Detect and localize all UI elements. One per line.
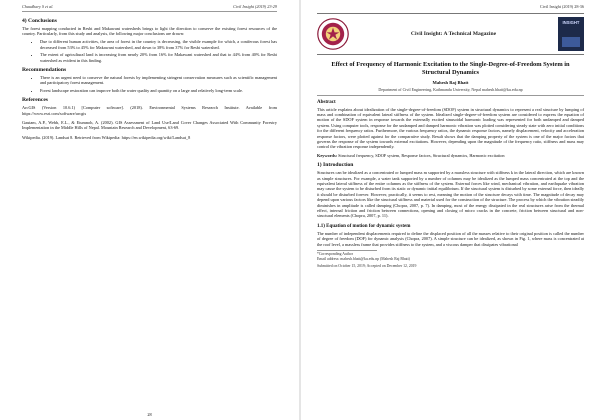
subsection-heading: 1.1) Equation of motion for dynamic system — [317, 223, 411, 229]
footnote: *Corresponding Author — [317, 252, 353, 257]
paper-title: Effect of Frequency of Harmonic Excitation to the Single-Degree-of-Freedom System in Structural Dynamics — [331, 60, 570, 76]
author-affiliation: Department of Civil Engineering, Kathmandu University, Nepal mahesh.bhatt@ku.edu.np — [317, 87, 584, 96]
introduction-heading: 1) Introduction — [317, 162, 354, 169]
references-heading: References — [22, 97, 48, 104]
footnote: Email address: mahesh.bhatt@ku.edu.np (Mahesh Raj Bhatt) — [317, 256, 410, 261]
abstract-heading: Abstract — [317, 99, 336, 105]
left-page — [0, 0, 299, 420]
reference-item: Wikipedia. (2019). Landsat 8. Retrieved from Wikipedia: https://en.wikipedia.org/wiki/Landsat_8 — [22, 134, 191, 140]
conclusions-list — [22, 39, 277, 63]
right-page — [301, 0, 600, 420]
cover-text: INSIGHT — [562, 19, 580, 25]
university-seal-icon — [317, 18, 349, 50]
abstract-text: This article explains about idealization of the single-degree-of-freedom (SDOF) system in structural dynamics to represent a real structure by lumping of mass and combination of equivalent lateral stiffness of the system. Idealized single-degree-of-freedom system are considered to express the equation of motion of the SDOF system in response towards the externally excited sinusoidal harmonic loading was represented for both undamped and damped system. Using computer tools, response for the undamped and damped harmonic vibration was plotted considering steady state with zero initial conditions for the different frequency ratios. Furthermore, the various frequency ratios, the dynamic response factors, namely displacement, velocity and acceleration response factors, were plotted against for the comparative study. Result shows that the damping property of the system is one of the major factors that governs the response of the system towards external excitations. However, depending upon the magnitude of the frequency ratio, stiffness and mass may control the vibration response independently. — [317, 106, 584, 150]
journal-title: Civil Insight: A Technical Magazine — [410, 30, 497, 37]
conclusions-heading: 4) Conclusions — [22, 17, 57, 24]
running-header — [22, 4, 277, 12]
reference-item: ArcGIS (Version 10.6.1) [Computer software]. (2018). Environmental Systems Research Institute. Available from https://www.esri.com/software/arcgis — [22, 105, 277, 116]
list-item: • There is an urgent need to conserve the natural forests by implementing stringent conservation measures such as scientific management and participatory forest management. — [40, 75, 277, 86]
running-header — [317, 4, 584, 11]
reference-item: Gautam, A.P., Webb, E.L., & Eiumnoh, A. (2002). GIS Assessment of Land Use/Land Cover Changes Associated With Community Forestry Implementation in the Middle Hills of Nepal. Mountain Research and Development, 63-69. — [22, 119, 277, 131]
introduction-paragraph: Structures can be idealized as a concentrated or lumped mass m supported by a massless structure with stiffness k in the lateral direction, which are known as simple structures. For example, a water tank supported by a number of columns may be idealized as the lumped mass concentrated at the top and the equivalent lateral stiffness of the entire columns as the stiffness of the system. External forces like wind, mechanical vibration, and earthquake vibration may cause the system to be disturbed from its static or dynamic initial equilibrium. If the structural system is disturbed by some external force, then ideally it should be disturbed forever. However, practically, it seems to rest, meaning the motion of the structure decays with time. The magnitude of decay may depend upon various factors like the structural stiffness and material used for the construction of the structure. The process by which the vibration steadily diminishes in amplitude is called damping (Chopra, 2007, p. 7). In damping, most of the energy dissipated in the real structures arise from the thermal effect, internal friction and friction between connections, opening and closing of micro cracks in the concrete, friction between structural and non-structural elements (Chopra, 2007, p. 11). — [317, 170, 584, 219]
list-item: • Forest landscape restoration can improve both the water quality and quantity on a large and relatively long-term scale. — [40, 88, 277, 93]
recommendations-list — [22, 75, 277, 93]
list-item: • Due to different human activities, the area of forest in the country is decreasing, the visible example for which, a coniferous forest has decreased from 53% to 45% for Makawani watershed, and down to 38% from 37% for Resbi watershed. — [40, 39, 277, 50]
keywords — [317, 153, 584, 158]
author-name: Mahesh Raj Bhatt — [432, 79, 469, 85]
keywords-label: Keywords: — [317, 152, 338, 158]
header-authors: Chaudhary S et al. — [22, 4, 54, 9]
journal-banner — [317, 13, 584, 55]
submission-dates: Submitted on October 15, 2019; Accepted on December 12, 2019 — [317, 264, 417, 269]
page-number: 28 — [147, 412, 152, 417]
subsection-paragraph: The number of independent displacements required to define the displaced position of all the masses relative to their original position is called the number of degree of freedom (DOF) for dynamic analysis (Chopra, 2007). A simple structure can be idealized, as shown in Fig. 1, where mass is concentrated at the roof level, a massless frame that provides stiffness to the system, and a viscous damper that dissipates vibrational — [317, 230, 584, 247]
recommendations-heading: Recommendations — [22, 66, 67, 73]
header-citation: Civil Insight (2019) 28-36 — [539, 4, 584, 9]
list-item: • The extent of agricultural land is increasing from nearly 20% from 16% for Makawani watershed and that to 44% from 40% for Resbi watershed as evident in this finding. — [40, 52, 277, 63]
header-citation: Civil Insight (2019) 23-29 — [233, 4, 277, 9]
keywords-text: Structural frequency, SDOF system, Response factors, Structural dynamics, Harmonic excitation — [338, 152, 505, 158]
journal-cover-image — [558, 17, 584, 51]
conclusions-paragraph: The forest mapping conducted in Resbi and Makawani watersheds brings to light the direction to conserve the existing forest resources of the country. Particularly, from this study and analysis, the following major conclusions are drawn: — [22, 25, 277, 36]
